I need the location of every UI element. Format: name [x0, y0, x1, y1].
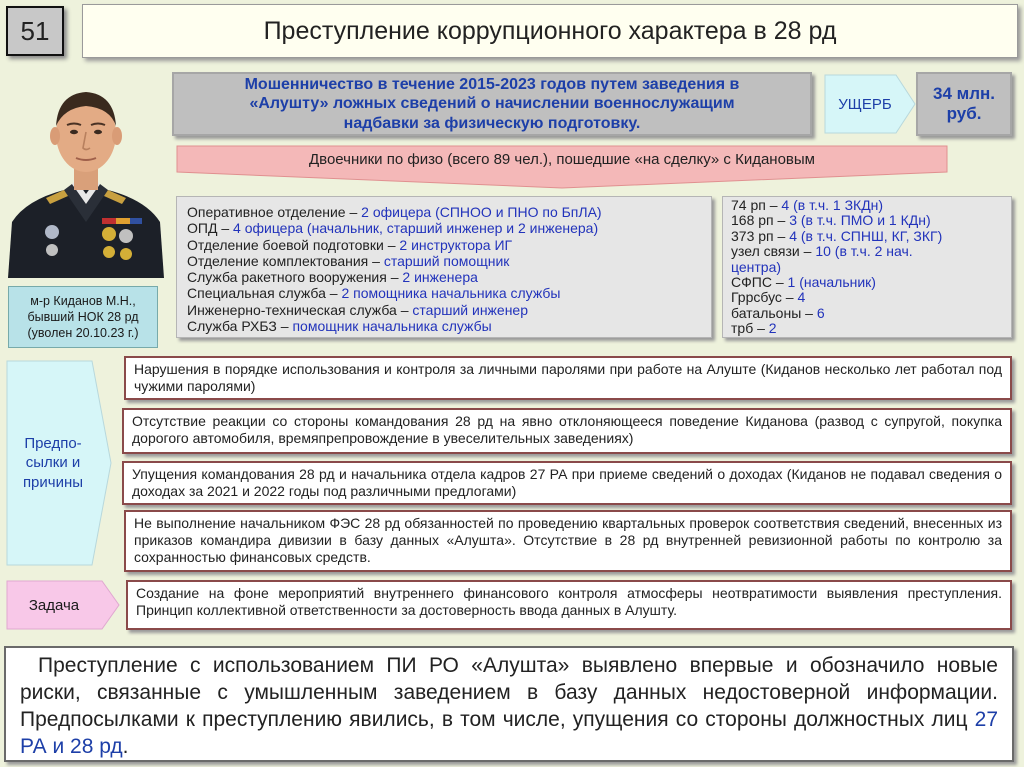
slide-number: 51: [6, 6, 64, 56]
damage-chevron: [824, 74, 916, 134]
damage-amount-unit: руб.: [946, 104, 982, 123]
caption-dismissed: (уволен 20.10.23 г.): [27, 326, 139, 341]
reason-financial-checks: Не выполнение начальником ФЭС 28 рд обязанностей по проведению квартальных проверок соответствия сведений, внесенных из приказов командира дивизии в базу данных «Алушта». Отсутствие в 28 рд внутренней ревизионной работы по контролю за сохранностью финансовых средств.: [124, 510, 1012, 572]
fraud-line-2: «Алушту» ложных сведений о начислении военнослужащим: [249, 95, 735, 113]
list-item: 373 рп – 4 (в т.ч. СПНШ, КГ, ЗКГ): [731, 227, 943, 244]
participants-summary: Двоечники по физо (всего 89 чел.), пошедшие «на сделку» с Кидановым: [308, 150, 815, 168]
reason-command-reaction: Отсутствие реакции со стороны командования 28 рд на явно отклоняющееся поведение Киданова (развод с супругой, покупка дорогого автомобиля, времяпрепровождение в увеселительных заведениях): [122, 408, 1012, 454]
list-item: батальоны – 6: [731, 304, 825, 321]
list-item: 168 рп – 3 (в т.ч. ПМО и 1 КДн): [731, 212, 931, 229]
regiments-list: [722, 196, 1012, 338]
list-item: 74 рп – 4 (в т.ч. 1 ЗКДн): [731, 197, 884, 213]
reason-passwords: Нарушения в порядке использования и контроля за личными паролями при работе на Алуште (Киданов несколько лет работал под чужими паролями): [124, 356, 1012, 400]
fraud-line-1: Мошенничество в течение 2015-2023 годов путем заведения в: [244, 76, 740, 94]
caption-name: м-р Киданов М.Н.,: [30, 293, 136, 308]
task-label: Задача: [28, 596, 80, 614]
list-item: Гррсбус – 4: [731, 289, 806, 306]
list-item: трб – 2: [731, 320, 777, 337]
task-chevron: [6, 580, 120, 630]
conclusion-highlight: 27 РА и 28 рд: [20, 708, 998, 758]
damage-amount-value: 34 млн.: [933, 84, 995, 104]
participants-arrow: [176, 145, 948, 189]
units-list: [176, 196, 712, 338]
damage-amount: [916, 72, 1012, 136]
list-item: Инженерно-техническая служба – старший инженер: [187, 301, 529, 318]
task-text: Создание на фоне мероприятий внутреннего финансового контроля атмосферы неотвратимости выявления преступления. Принцип коллективной ответственности за достоверность ввода данных в Алушту.: [126, 580, 1012, 630]
preconditions-chevron: [6, 360, 112, 566]
list-item: Служба ракетного вооружения – 2 инженера: [187, 269, 478, 286]
conclusion-end: .: [122, 735, 129, 758]
damage-label: УЩЕРБ: [838, 95, 892, 113]
list-item: Отделение комплектования – старший помощник: [187, 252, 510, 269]
conclusion: [4, 646, 1014, 762]
list-item: Служба РХБЗ – помощник начальника службы: [187, 318, 492, 335]
fraud-description: [172, 72, 812, 136]
list-item: СФПС – 1 (начальник): [731, 274, 876, 291]
list-item: Специальная служба – 2 помощника начальника службы: [187, 285, 561, 302]
fraud-line-3: надбавки за физическую подготовку.: [343, 114, 641, 132]
officer-portrait-icon: [6, 72, 166, 278]
list-item: Отделение боевой подготовки – 2 инструктора ИГ: [187, 236, 513, 253]
conclusion-text: Преступление с использованием ПИ РО «Алушта» выявлено впервые и обозначило новые риски, связанные с умышленным заведением в базу данных недостоверной информации. Предпосылками к преступлению явились, в том числе, упущения со стороны должностных лиц: [20, 654, 998, 731]
officer-caption: [8, 286, 158, 348]
list-item: ОПД – 4 офицера (начальник, старший инженер и 2 инженера): [187, 220, 599, 237]
list-item: узел связи – 10 (в т.ч. 2 нач.: [731, 243, 913, 260]
preconditions-label: Предпо- сылки и причины: [22, 434, 84, 491]
reason-income-declarations: Упущения командования 28 рд и начальника отдела кадров 27 РА при приеме сведений о доходах (Киданов не подавал сведения о доходах за 2021 и 2022 годы под различными предлогами): [122, 461, 1012, 505]
list-item: центра): [731, 258, 782, 275]
slide-title: Преступление коррупционного характера в 28 рд: [82, 4, 1018, 58]
list-item: Оперативное отделение – 2 офицера (СПНОО и ПНО по БпЛА): [187, 204, 602, 220]
caption-position: бывший НОК 28 рд: [27, 309, 139, 324]
